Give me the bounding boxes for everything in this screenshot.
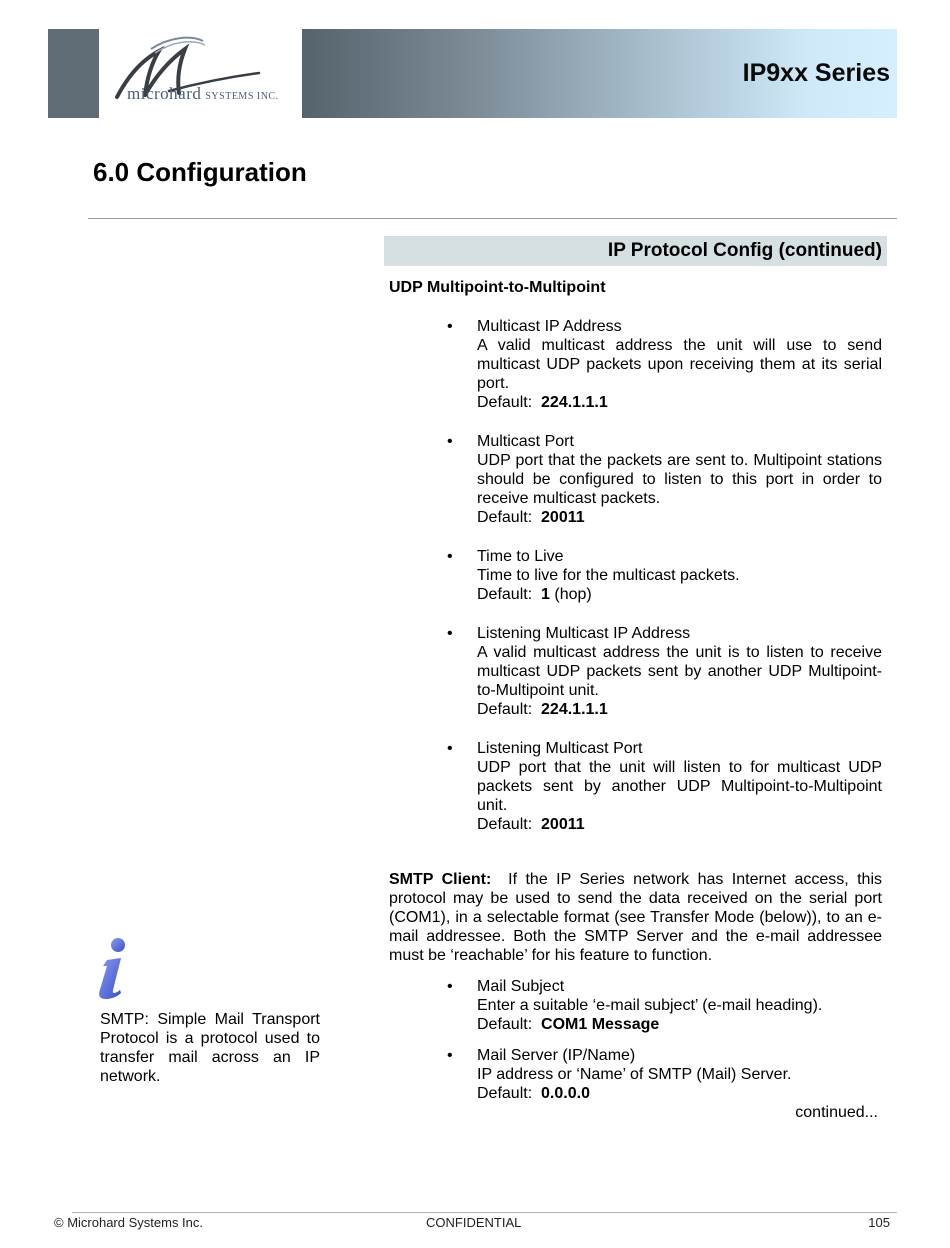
item-default <box>477 815 882 834</box>
default-value: 1 <box>541 586 550 603</box>
udp-heading: UDP Multipoint-to-Multipoint <box>389 279 606 296</box>
smtp-intro-text: If the IP Series network has Internet access, this protocol may be used to send the data received on the serial port (COM1), in a selectable format (see Transfer Mode (below)), to an e-mail addressee. Both the SMTP Server and the e-mail addressee must be ‘reachable’ for his feature to function. <box>389 871 883 964</box>
item-description: A valid multicast address the unit will use to send multicast UDP packets upon receiving them at its serial port. <box>477 337 882 392</box>
default-value: 20011 <box>541 509 585 526</box>
item-description: UDP port that the unit will listen to for multicast UDP packets sent by another UDP Multipoint-to-Multipoint unit. <box>477 759 882 814</box>
sidebar-note: SMTP: Simple Mail Transport Protocol is a protocol used to transfer mail across an IP network. <box>100 1011 320 1085</box>
continued-note: continued... <box>795 1104 878 1121</box>
smtp-intro <box>389 870 882 965</box>
list-item <box>447 977 882 1034</box>
list-item <box>447 739 882 834</box>
item-description: A valid multicast address the unit is to listen to receive multicast UDP packets sent by another UDP Multipoint-to-Multipoint unit. <box>477 644 882 699</box>
default-value: 20011 <box>541 816 585 833</box>
list-item <box>447 432 882 527</box>
item-name: Listening Multicast Port <box>477 740 643 757</box>
header-gradient <box>302 29 897 118</box>
item-name: Mail Subject <box>477 978 565 995</box>
banner-title: IP Protocol Config (continued) <box>607 240 882 261</box>
default-label: Default: <box>477 586 533 603</box>
default-value: COM1 Message <box>541 1016 660 1033</box>
item-default <box>477 508 882 527</box>
item-default <box>477 1015 882 1034</box>
list-item <box>447 547 882 604</box>
default-label: Default: <box>477 1085 533 1102</box>
item-default <box>477 393 882 412</box>
bullet-icon: • <box>447 1047 453 1064</box>
item-name: Time to Live <box>477 548 564 565</box>
footer-confidential: CONFIDENTIAL <box>426 1215 522 1230</box>
section-divider <box>88 218 897 219</box>
item-description: Time to live for the multicast packets. <box>477 567 740 584</box>
item-default <box>477 1084 882 1103</box>
list-item <box>447 1046 882 1103</box>
smtp-label: SMTP Client: <box>389 871 492 888</box>
bullet-icon: • <box>447 548 453 565</box>
bullet-icon: • <box>447 740 453 757</box>
item-description: IP address or ‘Name’ of SMTP (Mail) Server. <box>477 1066 792 1083</box>
default-value: 0.0.0.0 <box>541 1085 590 1102</box>
default-label: Default: <box>477 1016 533 1033</box>
default-suffix: (hop) <box>554 586 592 603</box>
item-name: Mail Server (IP/Name) <box>477 1047 636 1064</box>
header-left-block <box>48 29 99 118</box>
logo-text-small: SYSTEMS INC. <box>205 91 279 102</box>
bullet-icon: • <box>447 625 453 642</box>
item-name: Listening Multicast IP Address <box>477 625 691 642</box>
logo-text-big: microhard <box>127 84 202 103</box>
item-description: UDP port that the packets are sent to. Multipoint stations should be configured to listen to this port in order to receive multicast packets. <box>477 452 882 507</box>
default-label: Default: <box>477 701 533 718</box>
default-label: Default: <box>477 394 533 411</box>
default-value: 224.1.1.1 <box>541 394 608 411</box>
default-value: 224.1.1.1 <box>541 701 608 718</box>
footer-divider <box>72 1212 897 1213</box>
page-header <box>48 29 897 118</box>
info-icon <box>93 936 129 1002</box>
logo-swoosh-icon <box>99 29 302 118</box>
list-item <box>447 624 882 719</box>
series-title: IP9xx Series <box>742 59 890 87</box>
item-default <box>477 700 882 719</box>
page-number: 105 <box>868 1215 890 1230</box>
default-label: Default: <box>477 816 533 833</box>
main-content <box>389 278 882 1122</box>
default-label: Default: <box>477 509 533 526</box>
item-default <box>477 585 882 604</box>
item-description: Enter a suitable ‘e-mail subject’ (e-mail heading). <box>477 997 823 1014</box>
section-title: 6.0 Configuration <box>93 157 307 187</box>
subsection-banner <box>384 236 887 266</box>
bullet-icon: • <box>447 318 453 335</box>
bullet-icon: • <box>447 433 453 450</box>
item-name: Multicast IP Address <box>477 318 622 335</box>
company-logo <box>99 29 302 118</box>
footer-copyright: © Microhard Systems Inc. <box>54 1215 204 1230</box>
logo-wordmark <box>127 84 279 104</box>
bullet-icon: • <box>447 978 453 995</box>
item-name: Multicast Port <box>477 433 574 450</box>
list-item <box>447 317 882 412</box>
